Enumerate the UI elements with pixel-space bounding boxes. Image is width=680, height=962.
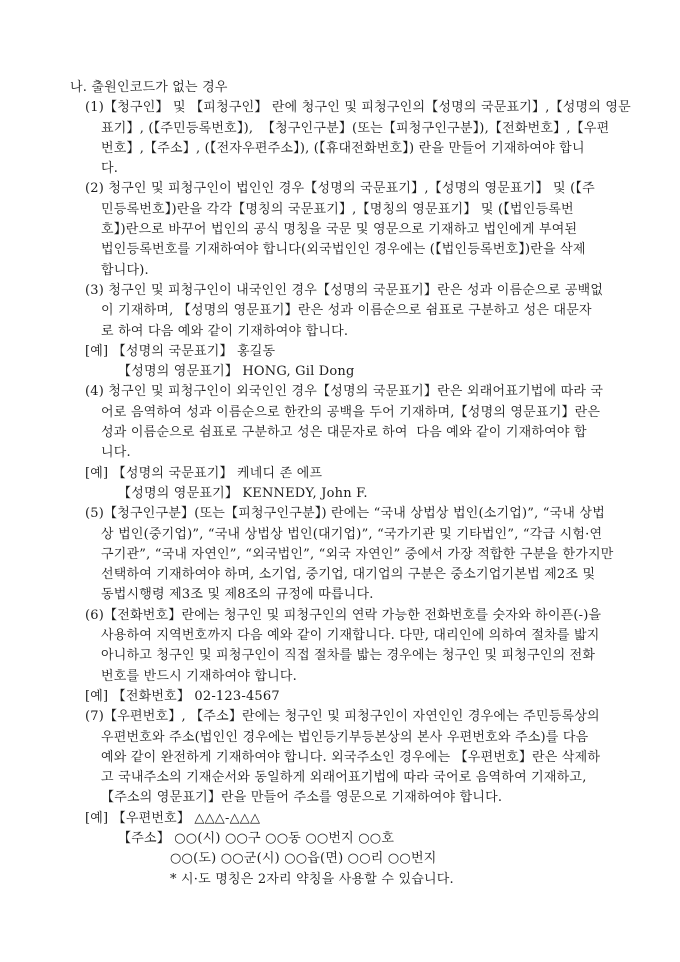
doc-line: (7)【우편번호】, 【주소】란에는 청구인 및 피청구인이 자연인인 경우에는 주민등록상의 xyxy=(85,709,600,725)
doc-line: 【성명의 영문표기】 KENNEDY, John F. xyxy=(118,485,368,501)
doc-line: (6)【전화번호】란에는 청구인 및 피청구인의 연락 가능한 전화번호를 숫자와 하이픈(-)을 xyxy=(85,607,602,623)
doc-line: 니다. xyxy=(101,445,131,461)
doc-line: (4) 청구인 및 피청구인이 외국인인 경우【성명의 국문표기】란은 외래어표기법에 따라 국 xyxy=(85,384,604,400)
doc-line: 성과 이름순으로 쉼표로 구분하고 성은 대문자로 하여 다음 예와 같이 기재하여야 합 xyxy=(101,425,587,441)
doc-line: 번호】,【주소】, (【전자우편주소】), (【휴대전화번호】) 란을 만들어 기재하여야 합니 xyxy=(101,140,585,156)
doc-line: (5)【청구인구분】(또는【피청구인구분】) 란에는 “국내 상법상 법인(소기업)”, “국내 상법 xyxy=(85,506,606,522)
doc-line: 나. 출원인코드가 없는 경우 xyxy=(70,80,228,95)
doc-line: 호】)란으로 바꾸어 법인의 공식 명칭을 국문 및 영문으로 기재하고 법인에게 부여된 xyxy=(101,222,578,238)
doc-line: 동법시행령 제3조 및 제8조의 규정에 따릅니다. xyxy=(101,587,374,603)
doc-line: 표기】, (【주민등록번호】), 【청구인구분】(또는【피청구인구분】),【전화번호】,【우편 xyxy=(101,120,610,136)
doc-line: 【주소의 영문표기】란을 만들어 주소를 영문으로 기재하여야 합니다. xyxy=(101,790,503,806)
doc-line: 사용하여 지역번호까지 다음 예와 같이 기재합니다. 다만, 대리인에 의하여 절차를 밟지 xyxy=(101,628,600,644)
doc-line: 예와 같이 완전하게 기재하여야 합니다. 외국주소인 경우에는 【우편번호】란은 삭제하 xyxy=(101,749,601,765)
doc-line: 어로 음역하여 성과 이름순으로 한칸의 공백을 두어 기재하며,【성명의 영문표기】란은 xyxy=(101,404,601,420)
doc-line: 법인등록번호를 기재하여야 합니다(외국법인인 경우에는 (【법인등록번호】)란을 삭제 xyxy=(101,242,586,258)
doc-line: 구기관”, “국내 자연인”, “외국법인”, “외국 자연인” 중에서 가장 적합한 구분을 한가지만 xyxy=(101,546,614,562)
doc-line: (3) 청구인 및 피청구인이 내국인인 경우【성명의 국문표기】란은 성과 이름순으로 공백없 xyxy=(85,282,604,298)
doc-line: 【주소】 ○○(시) ○○구 ○○동 ○○번지 ○○호 xyxy=(118,830,395,846)
doc-line: 상 법인(중기업)”, “국내 상법상 법인(대기업)”, “국가기관 및 기타법인”, “각급 시험·연 xyxy=(101,526,603,542)
doc-line: 【성명의 영문표기】 HONG, Gil Dong xyxy=(118,364,355,380)
doc-line: 아니하고 청구인 및 피청구인이 직접 절차를 밟는 경우에는 청구인 및 피청구인의 전화 xyxy=(101,648,596,664)
doc-line: * 시·도 명칭은 2자리 약칭을 사용할 수 있습니다. xyxy=(170,871,454,887)
doc-line: 우편번호와 주소(법인인 경우에는 법인등기부등본상의 본사 우편번호와 주소)를 다음 xyxy=(101,729,589,745)
doc-line: 선택하여 기재하여야 하며, 소기업, 중기업, 대기업의 구분은 중소기업기본법 제2조 및 xyxy=(101,567,596,583)
doc-line: [예] 【전화번호】 02-123-4567 xyxy=(85,688,280,704)
doc-line: ○○(도) ○○군(시) ○○읍(면) ○○리 ○○번지 xyxy=(170,851,437,867)
doc-line: 합니다). xyxy=(101,262,149,278)
doc-line: 민등록번호】)란을 각각【명칭의 국문표기】,【명칭의 영문표기】 및 (【법인등록번 xyxy=(101,201,574,217)
doc-line: [예] 【성명의 국문표기】 케네디 존 에프 xyxy=(85,465,323,481)
doc-line: (2) 청구인 및 피청구인이 법인인 경우【성명의 국문표기】,【성명의 영문표기】 및 (【주 xyxy=(85,181,595,197)
doc-line: 로 하여 다음 예와 같이 기재하여야 합니다. xyxy=(101,323,349,339)
doc-line: [예] 【성명의 국문표기】 홍길동 xyxy=(85,343,276,359)
doc-line: 번호를 반드시 기재하여야 합니다. xyxy=(101,668,297,684)
doc-line: [예] 【우편번호】 △△△-△△△ xyxy=(85,810,261,826)
doc-line: (1)【청구인】 및 【피청구인】 란에 청구인 및 피청구인의【성명의 국문표기】,【성명의 영문 xyxy=(85,100,631,116)
doc-line: 고 국내주소의 기재순서와 동일하게 외래어표기법에 따라 국어로 음역하여 기재하고, xyxy=(101,770,587,786)
doc-line: 이 기재하며, 【성명의 영문표기】란은 성과 이름순으로 쉼표로 구분하고 성은 대문자 xyxy=(101,303,592,319)
doc-line: 다. xyxy=(101,161,119,177)
